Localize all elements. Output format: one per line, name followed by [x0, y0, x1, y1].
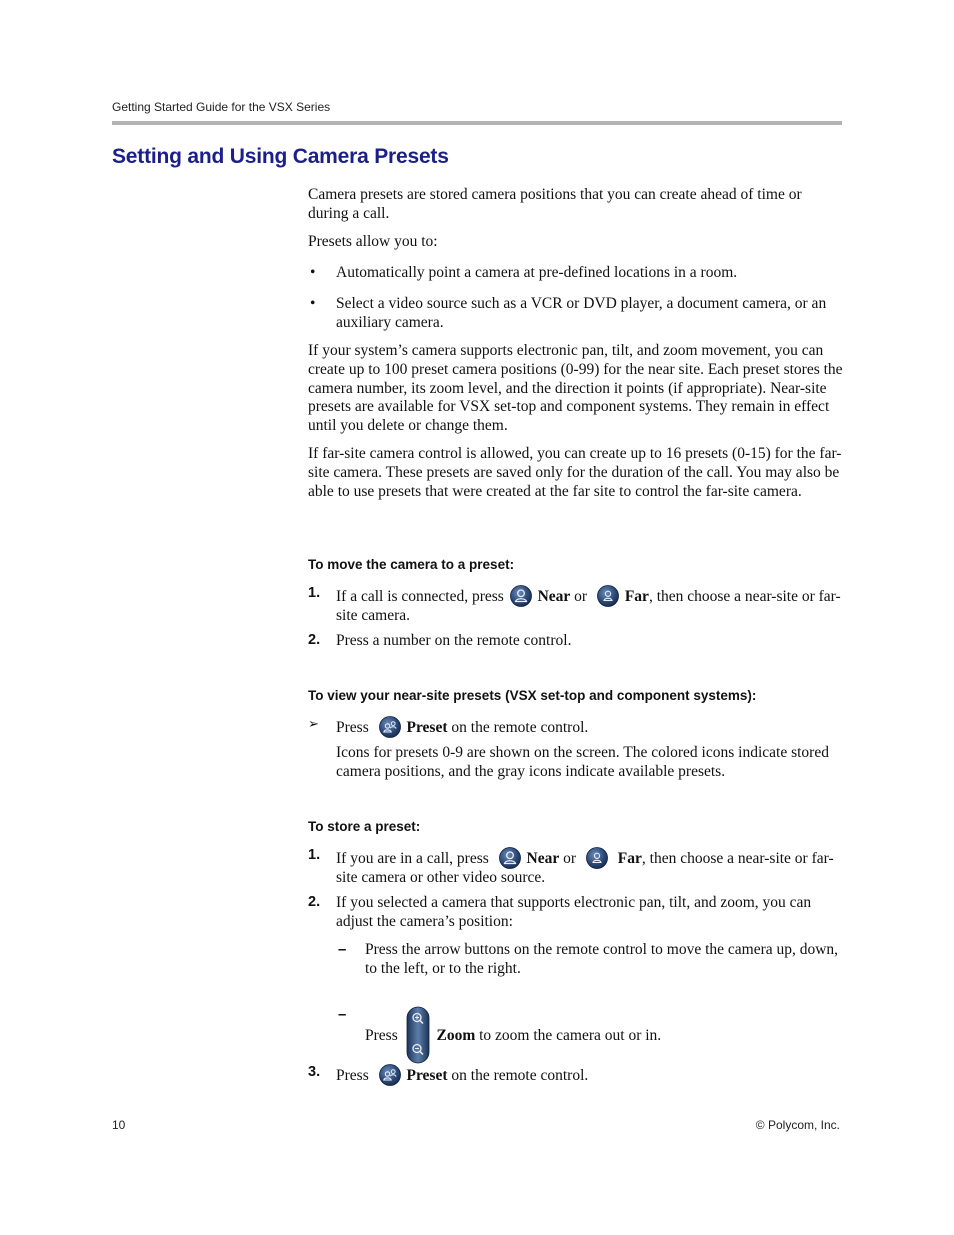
step-text: If you are in a call, press [336, 850, 489, 867]
near-button-label: Near [537, 588, 571, 605]
step-text: or [563, 850, 577, 867]
preset-icon [379, 1064, 401, 1086]
bullet-marker: • [310, 264, 316, 281]
person-icon [597, 585, 619, 607]
step-number: 1. [308, 847, 321, 863]
move-step-2: Press a number on the remote control. [336, 632, 572, 649]
step-text: , then choose a near-site or far-site camera. [336, 588, 841, 624]
header-rule [112, 121, 842, 125]
step-number: 2. [308, 632, 321, 648]
step-text: Press [336, 1067, 369, 1084]
step-number: 2. [308, 894, 321, 910]
far-button-label: Far [617, 850, 642, 867]
procedure-heading-store: To store a preset: [308, 819, 421, 834]
far-button-label: Far [624, 588, 649, 605]
store-step-1 [336, 847, 842, 888]
move-step-1 [336, 585, 842, 626]
intro-paragraph-4: If far-site camera control is allowed, you can create up to 16 presets (0-15) for the far-site camera. These presets are saved only for the duration of the call. You may also be able to use presets that were created at the far site to control the far-site camera. [308, 445, 842, 500]
step-text: on the remote control. [451, 719, 589, 736]
dash-marker: – [338, 941, 347, 958]
intro-paragraph-1: Camera presets are stored camera positions that you can create ahead of time or during a call. [308, 186, 802, 222]
step-text: , then choose a near-site or far-site camera or other video source. [336, 850, 834, 886]
step-text: or [574, 588, 588, 605]
person-icon [510, 585, 532, 607]
step-text: Press [336, 719, 369, 736]
person-icon [499, 847, 521, 869]
zoom-button-label: Zoom [436, 1027, 476, 1044]
store-step-3 [336, 1064, 842, 1086]
intro-paragraph-2: Presets allow you to: [308, 233, 438, 250]
preset-button-label: Preset [406, 719, 448, 736]
store-substep-2 [365, 1006, 843, 1064]
step-number: 1. [308, 585, 321, 601]
store-step-2: If you selected a camera that supports electronic pan, tilt, and zoom, you can adjust the camera’s position: [336, 894, 812, 930]
bullet-item: Automatically point a camera at pre-defined locations in a room. [336, 264, 738, 281]
dash-marker: – [338, 1006, 347, 1023]
store-substep-1: Press the arrow buttons on the remote control to move the camera up, down, to the left, or to the right. [365, 941, 839, 977]
view-step [336, 716, 842, 738]
page-number: 10 [112, 1118, 126, 1132]
procedure-heading-move: To move the camera to a preset: [308, 557, 515, 572]
near-button-label: Near [526, 850, 560, 867]
step-text: Press [365, 1027, 398, 1044]
step-text: If a call is connected, press [336, 588, 504, 605]
page-title: Setting and Using Camera Presets [112, 145, 449, 168]
bullet-marker: • [310, 295, 316, 312]
preset-icon [379, 716, 401, 738]
bullet-item: Select a video source such as a VCR or DVD player, a document camera, or an auxiliary camera. [336, 295, 827, 331]
view-note: Icons for presets 0-9 are shown on the screen. The colored icons indicate stored camera positions, and the gray icons indicate available presets. [336, 744, 829, 780]
procedure-heading-view: To view your near-site presets (VSX set-top and component systems): [308, 688, 757, 703]
step-text: on the remote control. [451, 1067, 589, 1084]
step-text: to zoom the camera out or in. [479, 1027, 662, 1044]
running-header: Getting Started Guide for the VSX Series [112, 100, 331, 114]
preset-button-label: Preset [406, 1067, 448, 1084]
zoom-icon [406, 1006, 430, 1064]
step-number: 3. [308, 1064, 321, 1080]
arrow-marker: ➢ [308, 717, 319, 732]
person-icon [586, 847, 608, 869]
copyright: © Polycom, Inc. [755, 1118, 840, 1132]
intro-paragraph-3: If your system’s camera supports electronic pan, tilt, and zoom movement, you can create up to 100 preset camera positions (0-99) for the near site. Each preset stores the camera number, its zoom level, and the direction it points (if appropriate). Near-site presets are available for VSX set-top and component systems. They remain in effect until you delete or change them. [308, 342, 843, 435]
